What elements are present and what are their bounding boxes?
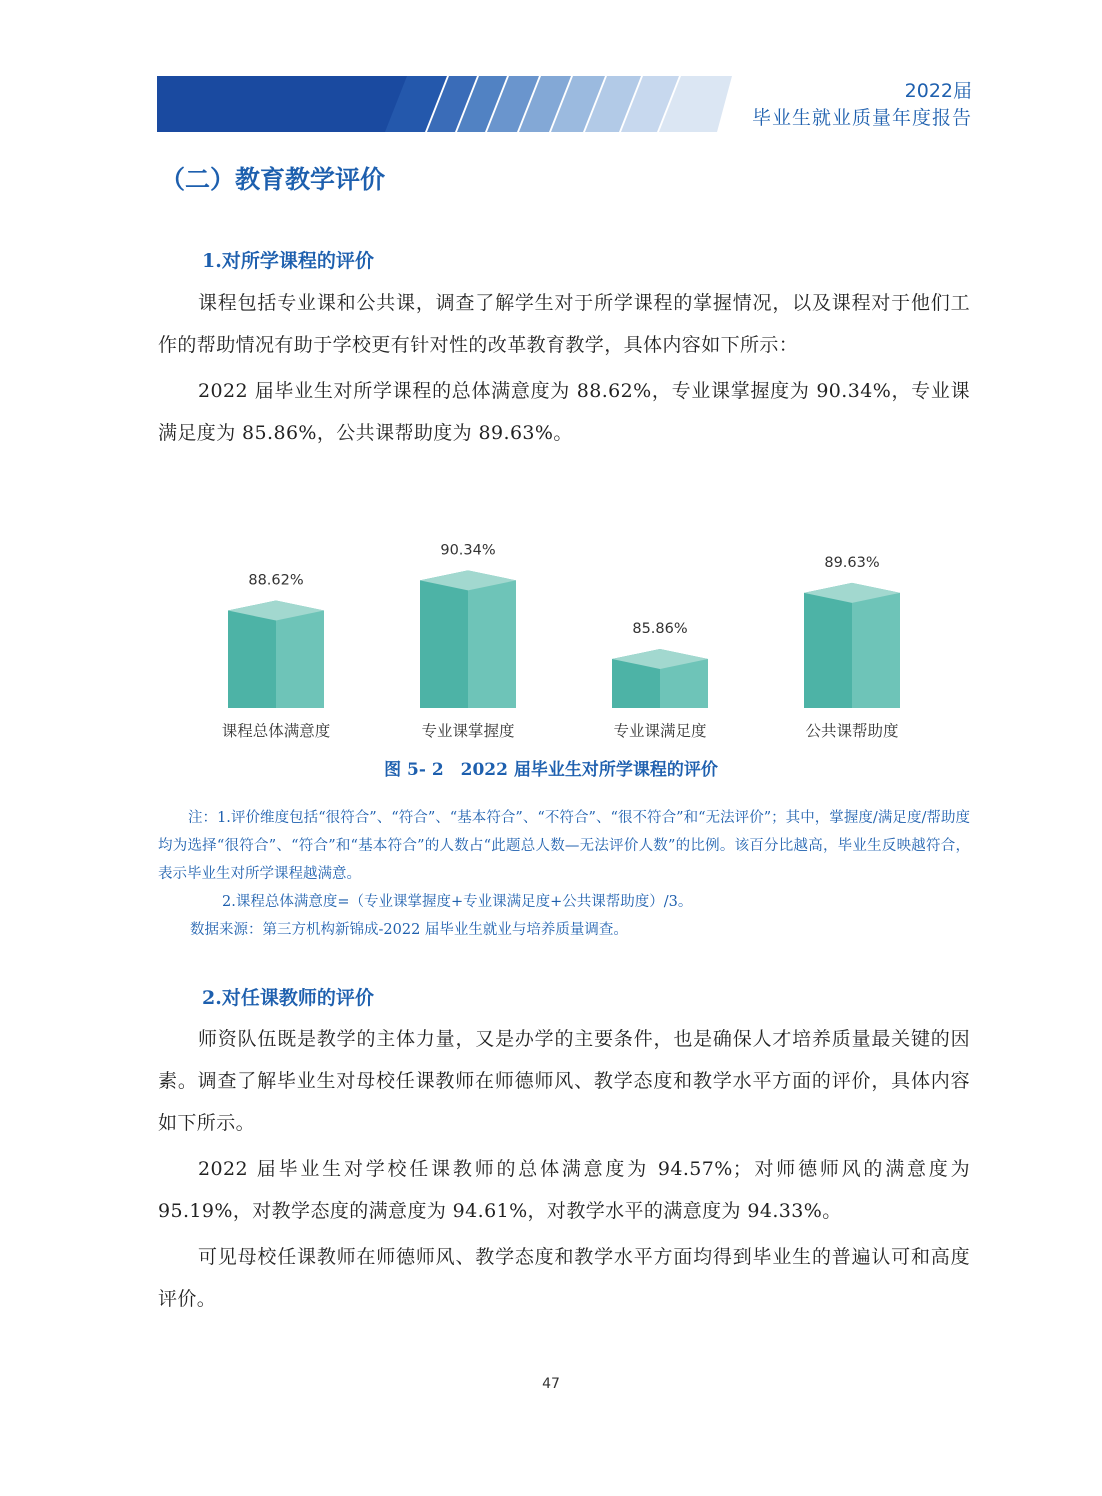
- note-2: 2.课程总体满意度=（专业课掌握度+专业课满足度+公共课帮助度）/3。: [222, 894, 693, 910]
- category-label: 专业课掌握度: [421, 722, 515, 740]
- page-number: 47: [542, 1376, 560, 1392]
- note-1: 注：1.评价维度包括“很符合”、“符合”、“基本符合”、“不符合”、“很不符合”和“无法评价”；其中，掌握度/满足度/帮助度均为选择“很符合”、“符合”和“基本符合”的人数占“此题总人数—无法评价人数”的比例。该百分比越高，毕业生反映越符合，表示毕业生对所学课程越满意。: [158, 810, 970, 882]
- paragraph: 课程包括专业课和公共课，调查了解学生对于所学课程的掌握情况，以及课程对于他们工作的帮助情况有助于学校更有针对性的改革教育教学，具体内容如下所示：: [158, 292, 970, 356]
- data-label: 90.34%: [440, 542, 496, 559]
- category-label: 课程总体满意度: [221, 722, 331, 740]
- category-label: 公共课帮助度: [805, 722, 899, 740]
- bar-front-face: [420, 570, 468, 708]
- data-label: 85.86%: [632, 621, 688, 638]
- figure-caption: 图 5- 2 2022 届毕业生对所学课程的评价: [384, 760, 718, 780]
- report-title: 毕业生就业质量年度报告: [751, 107, 972, 129]
- data-label: 89.63%: [824, 554, 880, 571]
- paragraph: 师资队伍既是教学的主体力量，又是办学的主要条件，也是确保人才培养质量最关键的因素。调查了解毕业生对母校任课教师在师德师风、教学态度和教学水平方面的评价，具体内容如下所示。: [158, 1028, 970, 1134]
- course-evaluation-chart: [180, 505, 940, 750]
- report-header: [752, 78, 972, 132]
- report-year: 2022届: [904, 80, 972, 102]
- bar-side-face: [852, 583, 900, 708]
- bar-3: [612, 649, 708, 708]
- bar-4: [804, 583, 900, 708]
- paragraph: 可见母校任课教师在师德师风、教学态度和教学水平方面均得到毕业生的普遍认可和高度评价。: [158, 1246, 970, 1310]
- bar-1: [228, 601, 324, 708]
- bar-side-face: [468, 570, 516, 708]
- header-banner: [157, 76, 732, 132]
- data-source: 数据来源：第三方机构新锦成-2022 届毕业生就业与培养质量调查。: [190, 922, 628, 938]
- data-label: 88.62%: [248, 572, 304, 589]
- subsection-title-courses: 1.对所学课程的评价: [202, 250, 374, 272]
- paragraph: 2022 届毕业生对所学课程的总体满意度为 88.62%，专业课掌握度为 90.34%，专业课满足度为 85.86%，公共课帮助度为 89.63%。: [158, 380, 970, 444]
- chart-notes: [158, 804, 970, 944]
- paragraph: 2022 届毕业生对学校任课教师的总体满意度为 94.57%；对师德师风的满意度为 95.19%，对教学态度的满意度为 94.61%，对教学水平的满意度为 94.33%。: [158, 1158, 970, 1222]
- bar-front-face: [804, 583, 852, 708]
- subsection-title-teachers: 2.对任课教师的评价: [202, 987, 374, 1009]
- category-label: 专业课满足度: [613, 722, 707, 740]
- bar-2: [420, 570, 516, 708]
- section-title: （二）教育教学评价: [160, 165, 386, 194]
